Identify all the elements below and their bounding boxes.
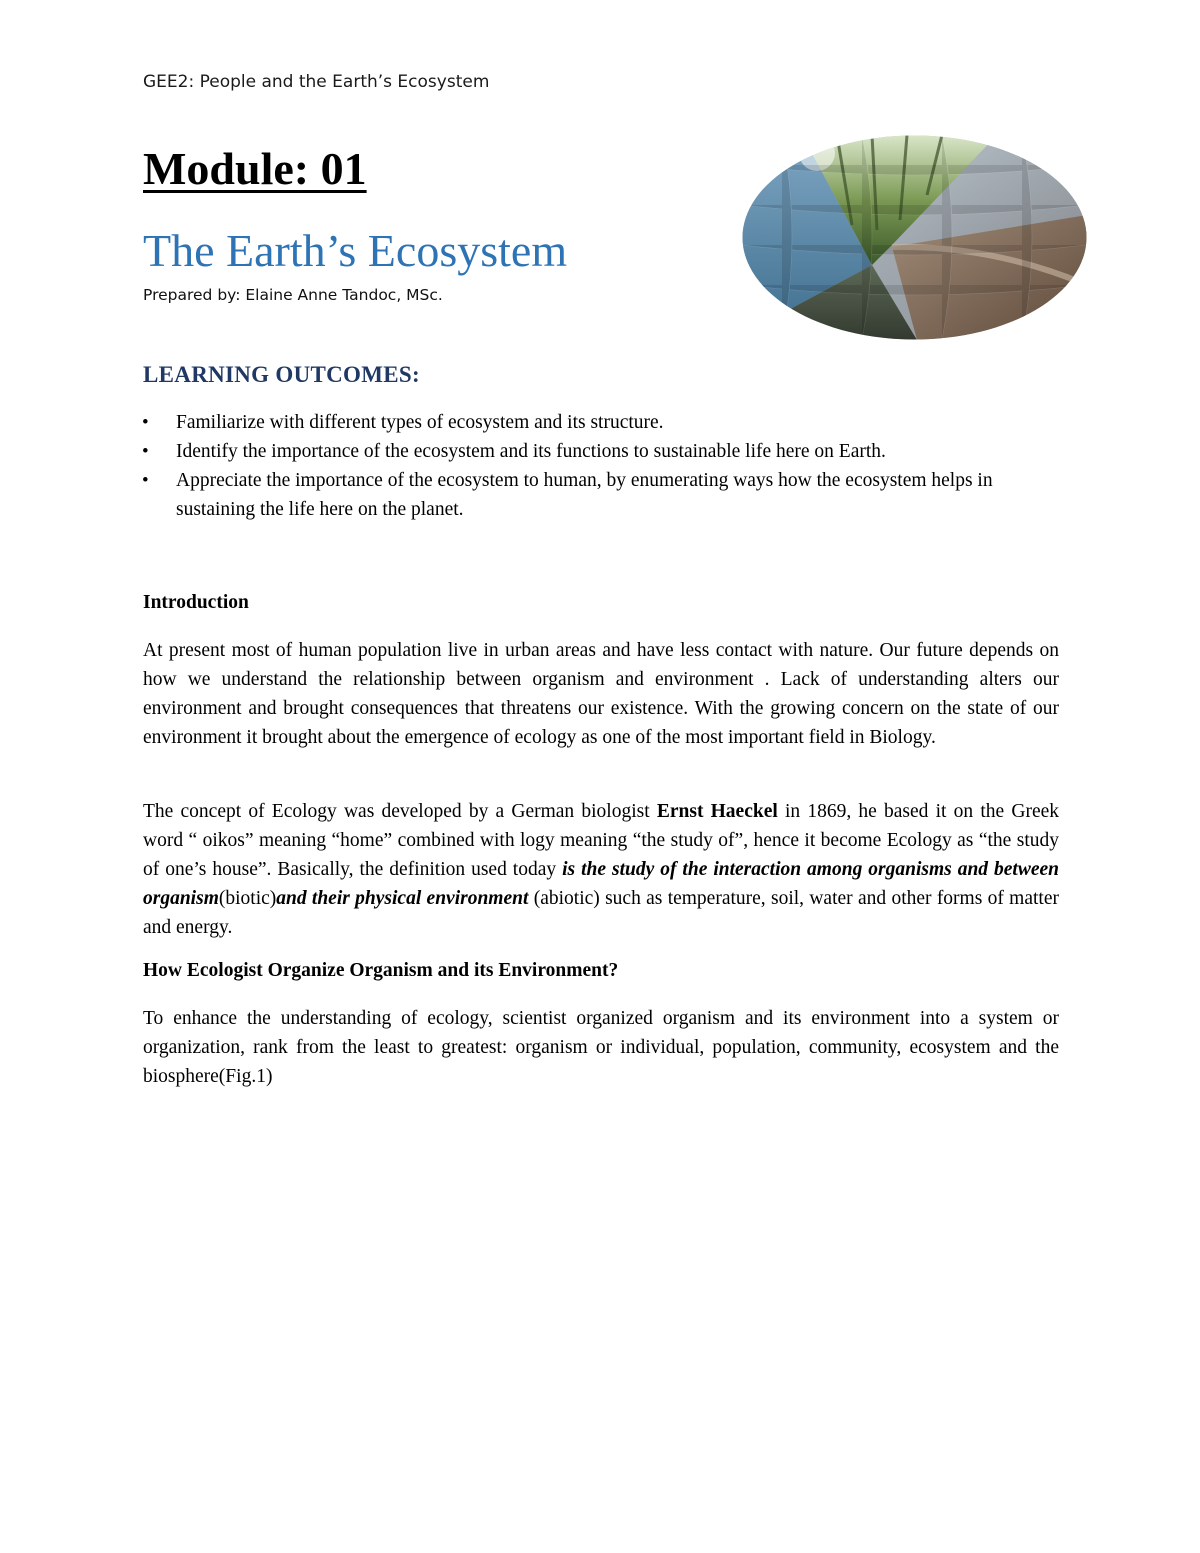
organization-heading: How Ecologist Organize Organism and its Environment? (143, 960, 619, 981)
haeckel-name: Ernst Haeckel (656, 801, 778, 822)
ecology-definition-1: is the study of the interaction among organisms and between organism (143, 859, 1060, 909)
prepared-by: Prepared by: Elaine Anne Tandoc, MSc. (143, 286, 443, 304)
list-item: • Identify the importance of the ecosystem and its functions to sustainable life here on Earth. (140, 437, 1060, 466)
introduction-paragraph-2: The concept of Ecology was developed by a German biologist Ernst Haeckel in 1869, he based it on the Greek word “ oikos” meaning “home” combined with logy meaning “the study of”, hence it become Ecology as “the study of one’s house”. Basically, the definition used today is the study of the interaction among organisms and between organism(biotic)and their physical environment (abiotic) such as temperature, soil, water and other forms of matter and energy. (143, 801, 1060, 938)
course-header: GEE2: People and the Earth’s Ecosystem (143, 72, 490, 92)
list-item: • Familiarize with different types of ecosystem and its structure. (140, 408, 1060, 437)
ecology-definition-2: and their physical environment (276, 888, 529, 909)
introduction-paragraph-1: At present most of human population live in urban areas and have less contact with nature. Our future depends on how we understand the relationship between organism and environment . Lack of understanding alters our environment and brought consequences that threatens our existence. With the growing concern on the state of our environment it brought about the emergence of ecology as one of the most important field in Biology. (143, 640, 1059, 748)
introduction-heading: Introduction (143, 592, 249, 613)
learning-outcomes-heading: LEARNING OUTCOMES: (143, 362, 420, 387)
organization-paragraph: To enhance the understanding of ecology, scientist organized organism and its environment into a system or organization, rank from the least to greatest: organism or individual, population, community, ecosystem and the biosphere(Fig.1) (143, 1008, 1059, 1087)
list-item: • Appreciate the importance of the ecosystem to human, by enumerating ways how the ecosystem helps in sustaining the life here on the planet. (140, 466, 1060, 524)
module-title: Module: 01 (143, 143, 367, 194)
learning-outcomes-list (140, 408, 1060, 524)
ecosystem-collage-image (742, 135, 1087, 340)
bullet-icon: • (142, 441, 149, 462)
bullet-icon: • (142, 470, 149, 491)
module-subtitle: The Earth’s Ecosystem (143, 225, 568, 276)
bullet-icon: • (142, 412, 149, 433)
